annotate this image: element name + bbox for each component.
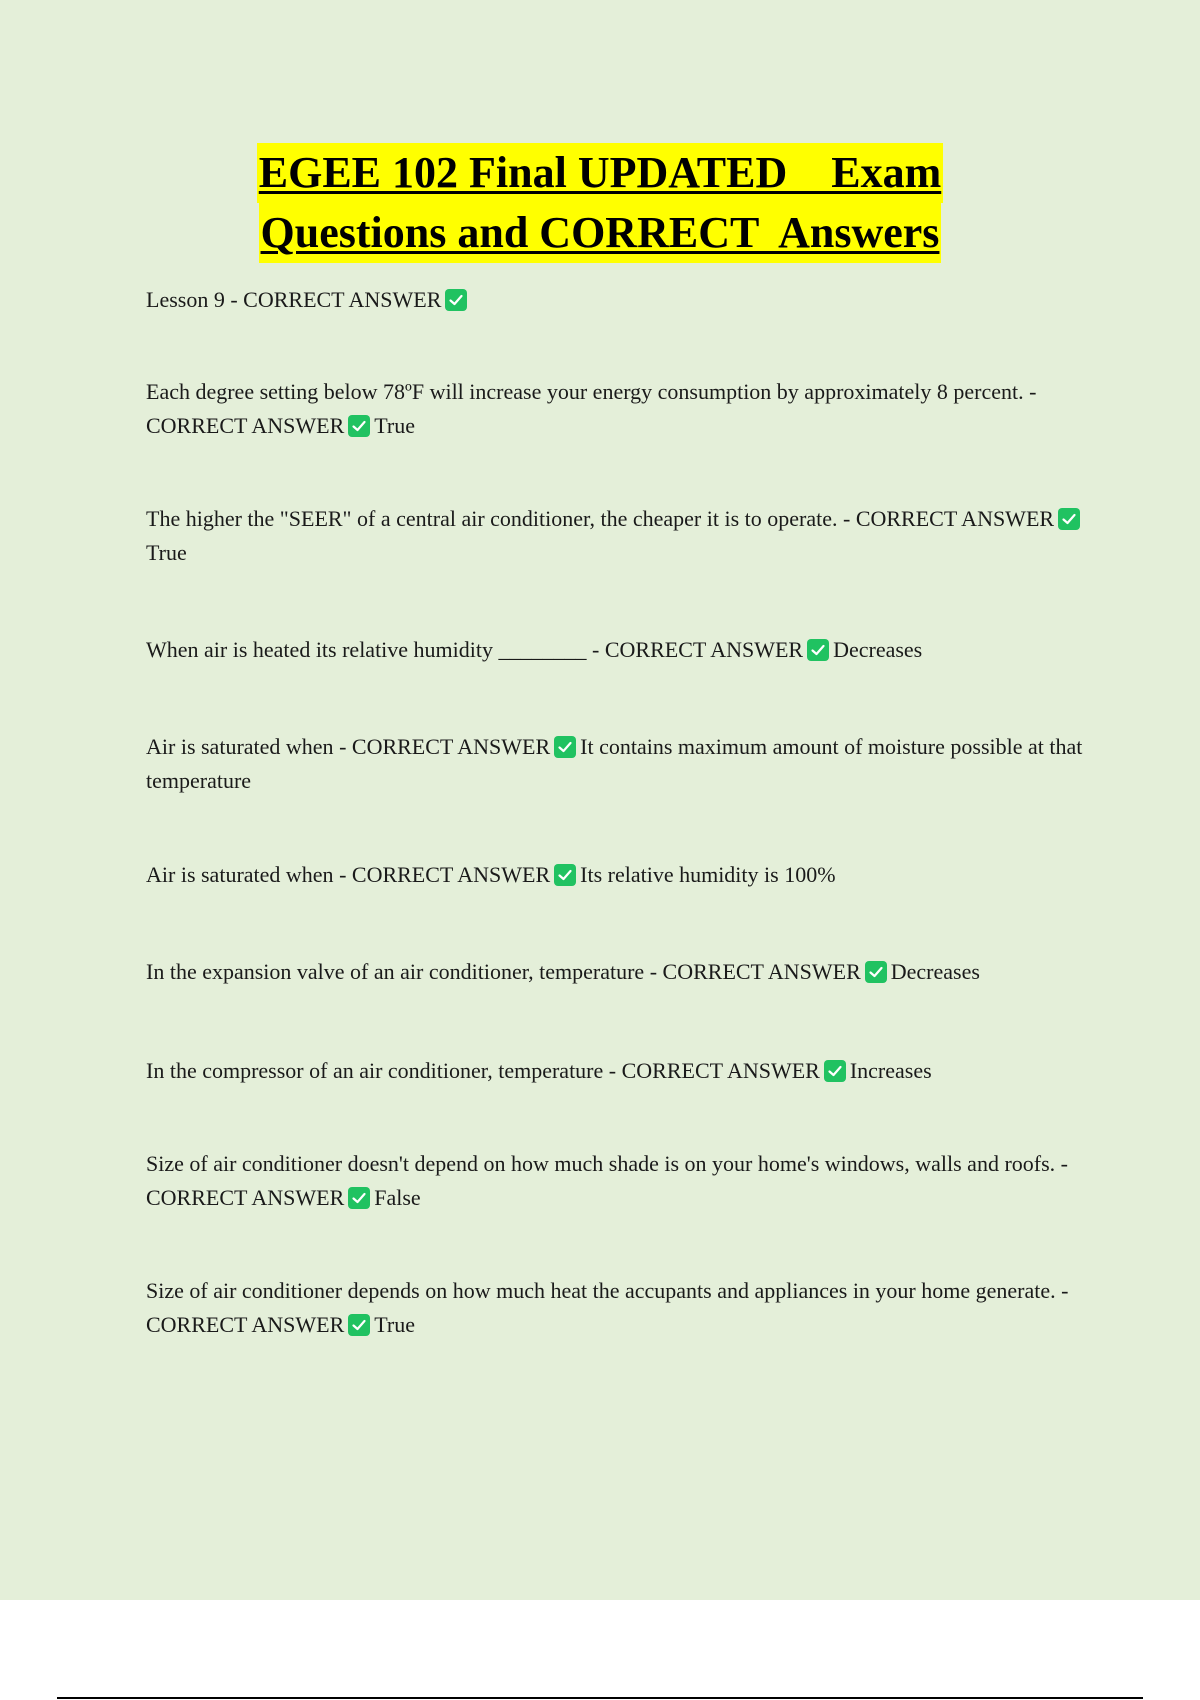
check-mark-icon	[865, 961, 887, 983]
qa-item	[146, 633, 1096, 667]
answer-text: True	[146, 540, 187, 565]
question-text: The higher the "SEER" of a central air conditioner, the cheaper it is to operate.	[146, 506, 838, 531]
correct-answer-label: - CORRECT ANSWER	[146, 1151, 1068, 1210]
title-line-1: EGEE 102 Final UPDATED Exam	[257, 143, 943, 203]
qa-item	[146, 1147, 1096, 1215]
check-mark-icon	[554, 864, 576, 886]
correct-answer-label: - CORRECT ANSWER	[339, 862, 551, 887]
question-text: Size of air conditioner doesn't depend on how much shade is on your home's windows, walls and roofs.	[146, 1151, 1056, 1176]
check-mark-icon	[1058, 508, 1080, 530]
answer-text: True	[374, 1312, 416, 1337]
correct-answer-label: - CORRECT ANSWER	[230, 287, 442, 312]
correct-answer-label: - CORRECT ANSWER	[146, 379, 1037, 438]
correct-answer-label: - CORRECT ANSWER	[649, 959, 861, 984]
correct-answer-label: - CORRECT ANSWER	[146, 1278, 1069, 1337]
answer-text: True	[374, 413, 416, 438]
check-mark-icon	[824, 1060, 846, 1082]
question-text: In the compressor of an air conditioner, temperature	[146, 1058, 604, 1083]
question-text: Size of air conditioner depends on how much heat the accupants and appliances in your home generate.	[146, 1278, 1056, 1303]
question-text: When air is heated its relative humidity ________	[146, 637, 587, 662]
qa-item	[146, 1274, 1096, 1342]
footer-divider	[57, 1697, 1143, 1699]
answer-text: It contains maximum amount of moisture possible at that temperature	[146, 734, 1083, 793]
check-mark-icon	[554, 736, 576, 758]
answer-text: Decreases	[890, 959, 980, 984]
check-mark-icon	[348, 1314, 370, 1336]
qa-item	[146, 858, 1096, 892]
answer-text: False	[374, 1185, 421, 1210]
question-text: Air is saturated when	[146, 862, 334, 887]
qa-item	[146, 730, 1096, 798]
check-mark-icon	[348, 415, 370, 437]
correct-answer-label: - CORRECT ANSWER	[592, 637, 804, 662]
correct-answer-label: - CORRECT ANSWER	[843, 506, 1055, 531]
correct-answer-label: - CORRECT ANSWER	[608, 1058, 820, 1083]
qa-item	[146, 955, 1096, 989]
question-text: Lesson 9	[146, 287, 225, 312]
qa-item	[146, 375, 1096, 443]
qa-item	[146, 502, 1096, 570]
answer-text: Increases	[849, 1058, 932, 1083]
title-line-2: Questions and CORRECT Answers	[259, 203, 942, 263]
answer-text: Decreases	[833, 637, 923, 662]
question-text: In the expansion valve of an air conditioner, temperature	[146, 959, 645, 984]
answer-text: Its relative humidity is 100%	[580, 862, 836, 887]
check-mark-icon	[445, 289, 467, 311]
qa-item	[146, 283, 1096, 317]
question-text: Each degree setting below 78ºF will increase your energy consumption by approximately 8 percent.	[146, 379, 1024, 404]
question-text: Air is saturated when	[146, 734, 334, 759]
page-title	[0, 143, 1200, 263]
check-mark-icon	[807, 639, 829, 661]
qa-item	[146, 1054, 1096, 1088]
check-mark-icon	[348, 1187, 370, 1209]
correct-answer-label: - CORRECT ANSWER	[339, 734, 551, 759]
